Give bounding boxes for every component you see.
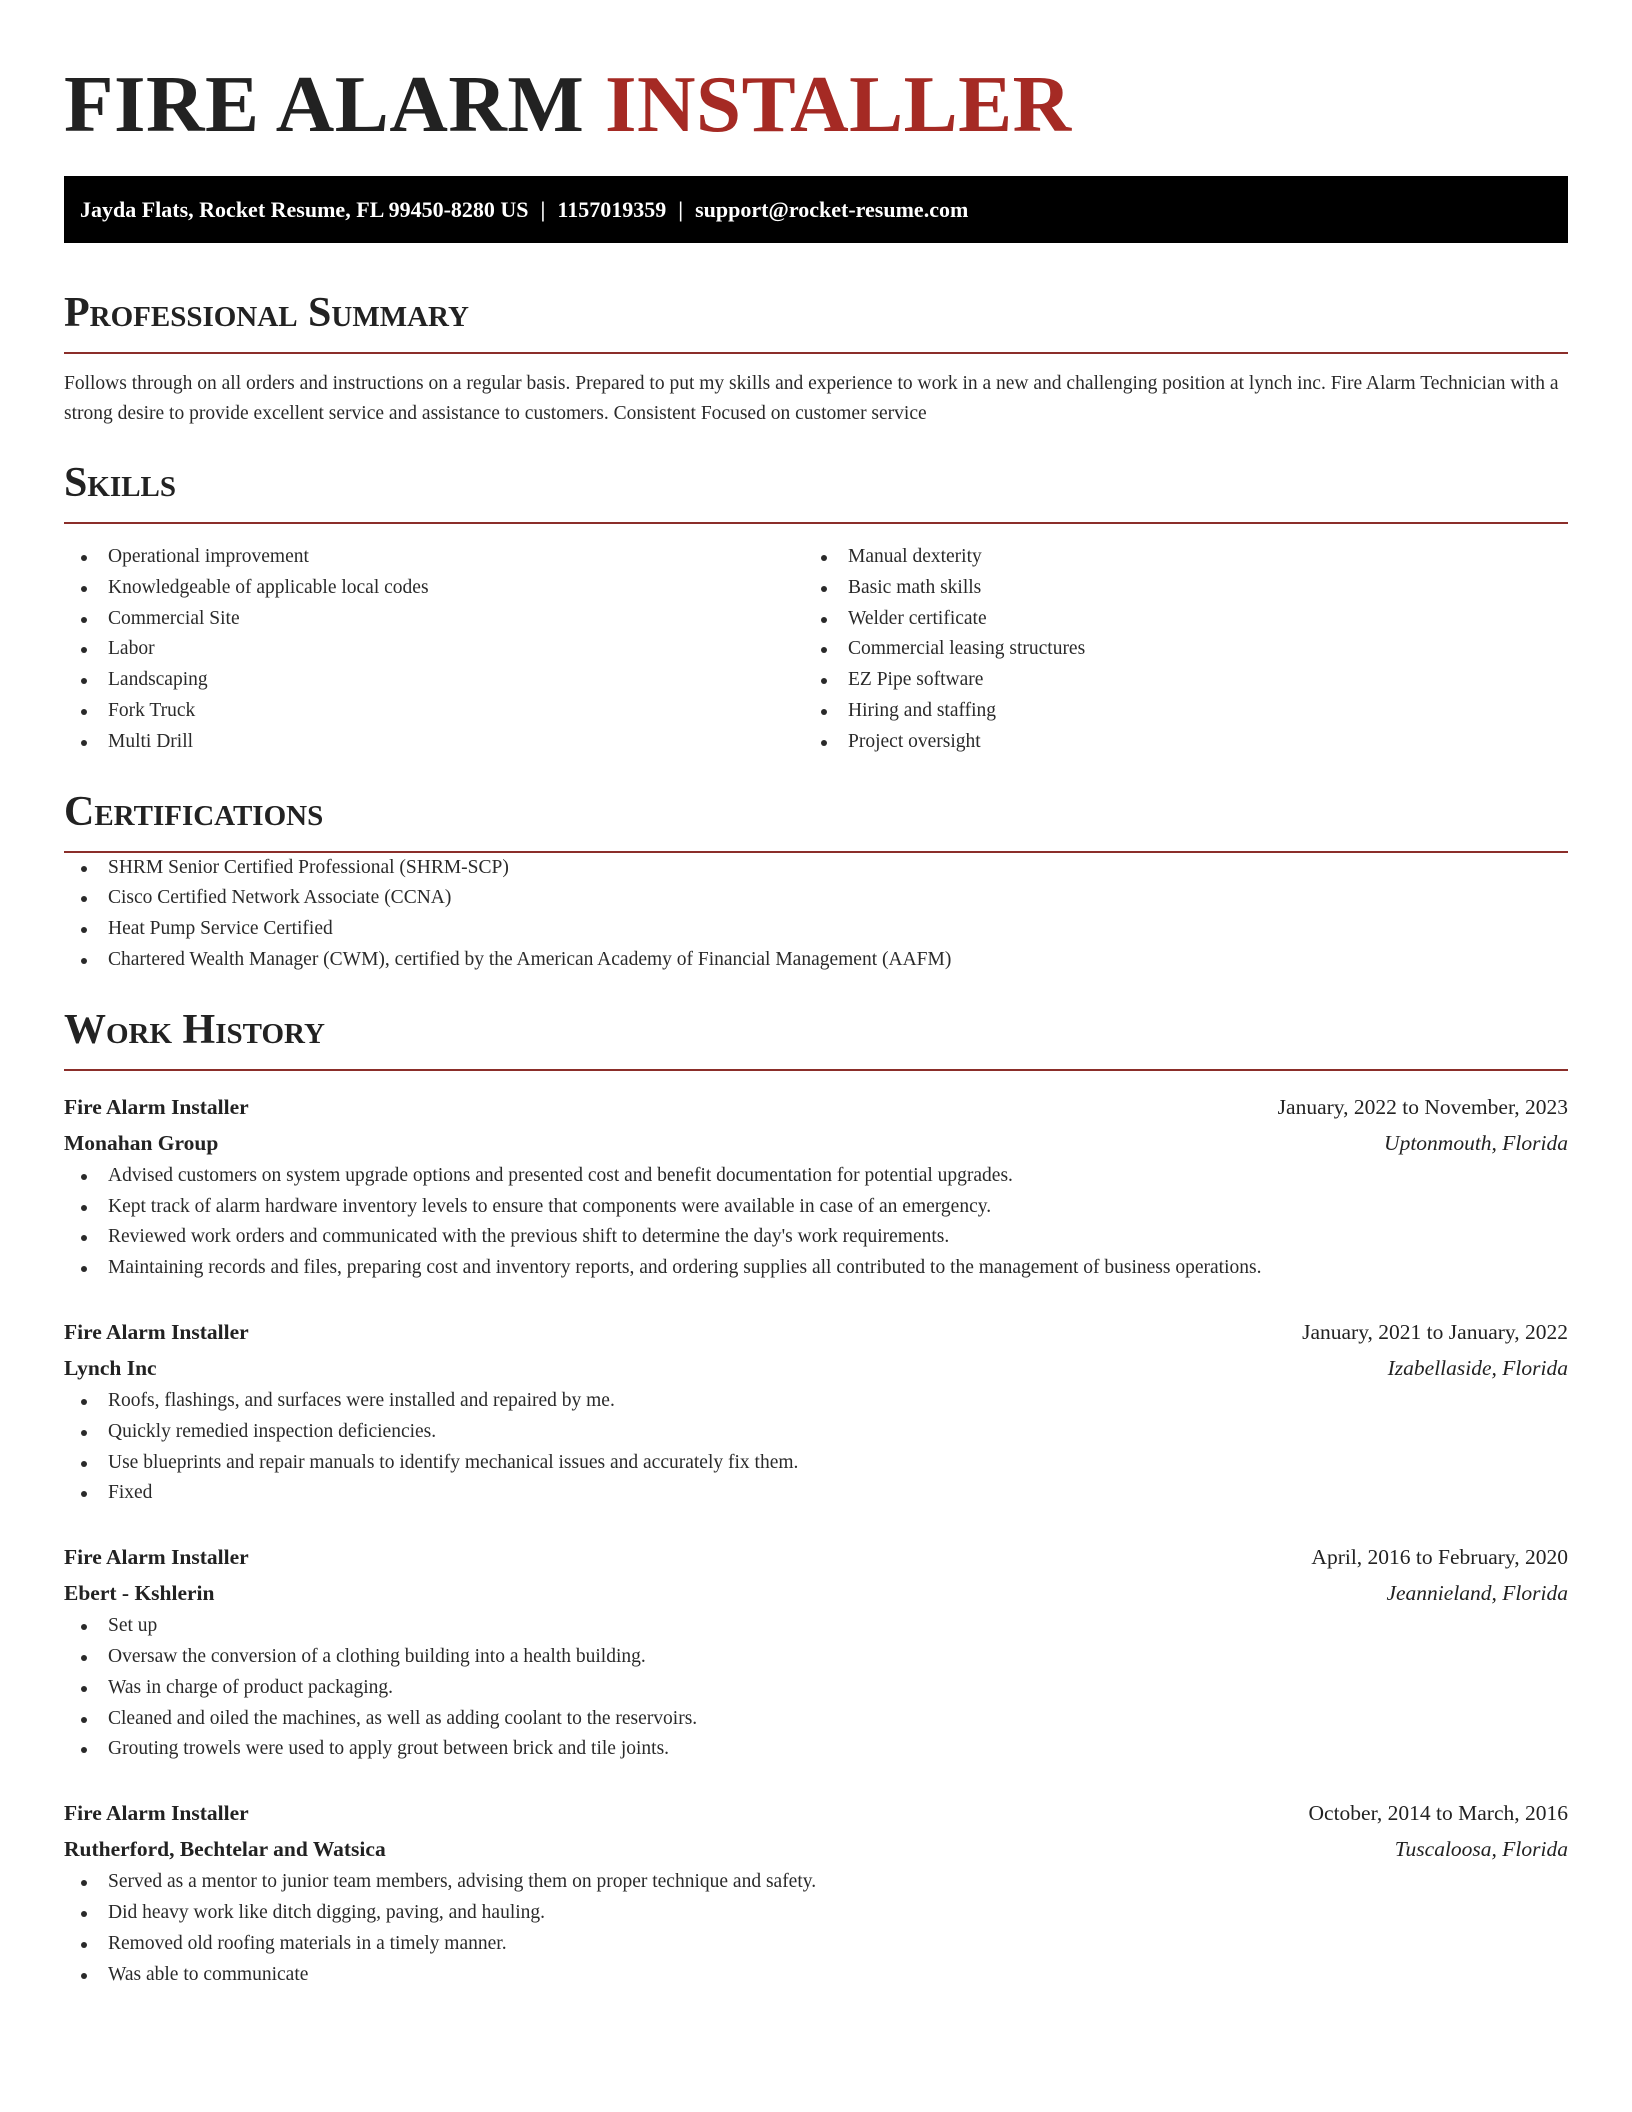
job-entry <box>64 1314 1568 1509</box>
job-location: Uptonmouth, Florida <box>1384 1130 1568 1155</box>
job-duties-list <box>64 1386 1568 1509</box>
resume-title <box>64 0 1568 154</box>
job-duty-item: Maintaining records and files, preparing cost and inventory reports, and ordering supplies all contributed to the management of business operations. <box>64 1253 1568 1284</box>
contact-separator: | <box>540 197 546 222</box>
title-main: FIRE ALARM <box>64 59 585 149</box>
section-divider <box>64 522 1568 524</box>
certification-item: Chartered Wealth Manager (CWM), certified by the American Academy of Financial Management (AAFM) <box>64 945 1568 976</box>
job-company-row <box>64 1831 1568 1867</box>
skill-item: Project oversight <box>804 727 1544 758</box>
certification-item: Cisco Certified Network Associate (CCNA) <box>64 883 1568 914</box>
skill-item: Commercial Site <box>64 604 804 635</box>
skill-item: Welder certificate <box>804 604 1544 635</box>
work-history-section <box>64 1004 1568 1991</box>
job-entry <box>64 1089 1568 1284</box>
skills-grid <box>64 542 1568 758</box>
job-header-row <box>64 1314 1568 1350</box>
skill-item: Manual dexterity <box>804 542 1544 573</box>
contact-bar <box>64 176 1568 243</box>
resume-page <box>64 0 1568 1990</box>
job-dates: January, 2021 to January, 2022 <box>1302 1319 1568 1344</box>
skills-section <box>64 457 1568 758</box>
title-accent: INSTALLER <box>605 59 1072 149</box>
job-duty-item: Set up <box>64 1611 1568 1642</box>
job-duty-item: Fixed <box>64 1478 1568 1509</box>
skill-item: Basic math skills <box>804 573 1544 604</box>
certifications-heading: Certifications <box>64 788 324 835</box>
contact-phone[interactable]: 1157019359 <box>557 197 667 222</box>
section-divider <box>64 1069 1568 1071</box>
job-duty-item: Served as a mentor to junior team members, advising them on proper technique and safety. <box>64 1867 1568 1898</box>
job-company: Monahan Group <box>64 1130 219 1155</box>
skill-item: Landscaping <box>64 665 804 696</box>
job-title: Fire Alarm Installer <box>64 1801 249 1826</box>
job-entry <box>64 1539 1568 1765</box>
skill-item: Knowledgeable of applicable local codes <box>64 573 804 604</box>
certifications-section <box>64 786 1568 976</box>
work-history-heading: Work History <box>64 1006 325 1053</box>
job-company-row <box>64 1125 1568 1161</box>
job-company: Lynch Inc <box>64 1355 157 1380</box>
skill-item: Commercial leasing structures <box>804 634 1544 665</box>
job-entry <box>64 1795 1568 1990</box>
skill-item: Labor <box>64 634 804 665</box>
skill-item: EZ Pipe software <box>804 665 1544 696</box>
job-duties-list <box>64 1867 1568 1990</box>
summary-heading: Professional Summary <box>64 290 469 336</box>
summary-section <box>64 287 1568 429</box>
section-divider <box>64 352 1568 354</box>
skill-item: Multi Drill <box>64 727 804 758</box>
job-dates: January, 2022 to November, 2023 <box>1277 1094 1568 1119</box>
skill-item: Hiring and staffing <box>804 696 1544 727</box>
skills-list-right <box>804 542 1544 758</box>
job-title: Fire Alarm Installer <box>64 1545 249 1570</box>
job-duty-item: Quickly remedied inspection deficiencies. <box>64 1417 1568 1448</box>
job-header-row <box>64 1539 1568 1575</box>
contact-email[interactable]: support@rocket-resume.com <box>695 197 969 222</box>
certification-item: Heat Pump Service Certified <box>64 914 1568 945</box>
job-duty-item: Was in charge of product packaging. <box>64 1673 1568 1704</box>
job-company: Rutherford, Bechtelar and Watsica <box>64 1837 386 1862</box>
job-duty-item: Was able to communicate <box>64 1960 1568 1991</box>
job-location: Izabellaside, Florida <box>1387 1355 1568 1380</box>
skills-list-left <box>64 542 804 758</box>
job-title: Fire Alarm Installer <box>64 1094 249 1119</box>
skills-heading: Skills <box>64 460 177 506</box>
job-location: Jeannieland, Florida <box>1386 1581 1568 1606</box>
job-company-row <box>64 1350 1568 1386</box>
job-dates: April, 2016 to February, 2020 <box>1311 1545 1568 1570</box>
certification-item: SHRM Senior Certified Professional (SHRM-SCP) <box>64 853 1568 884</box>
job-duty-item: Kept track of alarm hardware inventory levels to ensure that components were available in case of an emergency. <box>64 1192 1568 1223</box>
contact-separator: | <box>678 197 684 222</box>
job-duties-list <box>64 1611 1568 1765</box>
job-company-row <box>64 1575 1568 1611</box>
job-duty-item: Advised customers on system upgrade options and presented cost and benefit documentation for potential upgrades. <box>64 1161 1568 1192</box>
summary-text: Follows through on all orders and instructions on a regular basis. Prepared to put my skills and experience to work in a new and challenging position at lynch inc. Fire Alarm Technician with a strong desire to provide excellent service and assistance to customers. Consistent Focused on customer service <box>64 373 1559 424</box>
job-header-row <box>64 1795 1568 1831</box>
job-header-row <box>64 1089 1568 1125</box>
job-dates: October, 2014 to March, 2016 <box>1308 1801 1568 1826</box>
job-company: Ebert - Kshlerin <box>64 1581 215 1606</box>
job-duties-list <box>64 1161 1568 1284</box>
skill-item: Operational improvement <box>64 542 804 573</box>
job-title: Fire Alarm Installer <box>64 1319 249 1344</box>
job-duty-item: Use blueprints and repair manuals to identify mechanical issues and accurately fix them. <box>64 1448 1568 1479</box>
job-duty-item: Did heavy work like ditch digging, paving, and hauling. <box>64 1898 1568 1929</box>
job-duty-item: Reviewed work orders and communicated with the previous shift to determine the day's work requirements. <box>64 1222 1568 1253</box>
job-duty-item: Cleaned and oiled the machines, as well as adding coolant to the reservoirs. <box>64 1704 1568 1735</box>
job-duty-item: Oversaw the conversion of a clothing building into a health building. <box>64 1642 1568 1673</box>
skill-item: Fork Truck <box>64 696 804 727</box>
contact-address: Jayda Flats, Rocket Resume, FL 99450-8280 US <box>80 197 529 222</box>
job-duty-item: Grouting trowels were used to apply grout between brick and tile joints. <box>64 1734 1568 1765</box>
certifications-list <box>64 853 1568 976</box>
job-duty-item: Roofs, flashings, and surfaces were installed and repaired by me. <box>64 1386 1568 1417</box>
job-duty-item: Removed old roofing materials in a timely manner. <box>64 1929 1568 1960</box>
job-location: Tuscaloosa, Florida <box>1394 1837 1568 1862</box>
